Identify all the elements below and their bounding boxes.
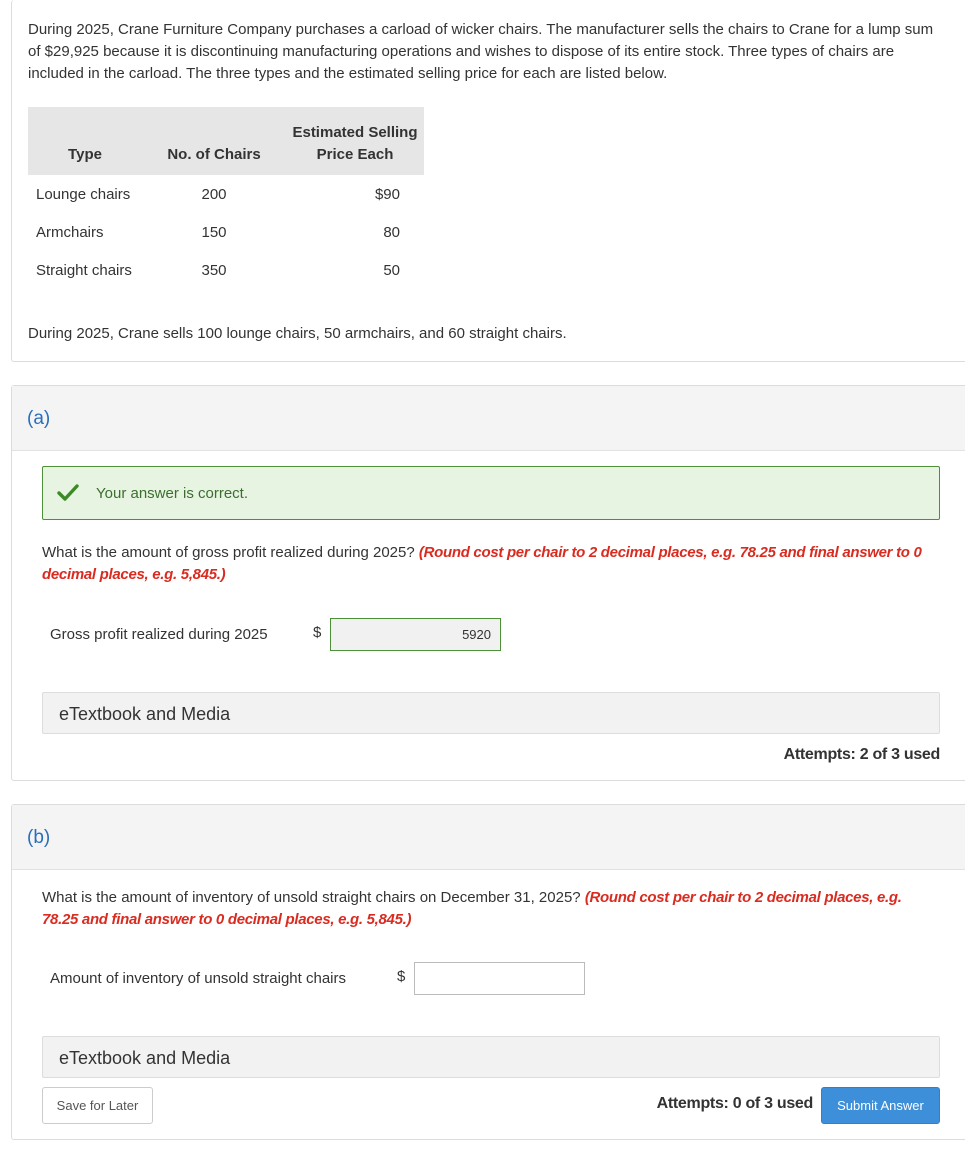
currency-symbol: $ [397,968,406,985]
part-b-card [11,804,965,1140]
header-price-line1: Estimated Selling [292,124,418,141]
gross-profit-input[interactable] [330,618,501,651]
part-b-question [42,887,922,931]
checkmark-icon [57,481,79,503]
etextbook-media-link[interactable]: eTextbook and Media [42,1036,940,1078]
header-price [286,107,424,175]
part-a-question-text: What is the amount of gross profit realized during 2025? [42,544,415,561]
part-a-card [11,385,965,781]
part-a-question [42,542,922,586]
part-a-header [12,386,965,451]
row-count: 350 [201,261,227,279]
correct-feedback-box [42,466,940,520]
part-b-label: (b) [27,827,51,848]
save-for-later-button[interactable]: Save for Later [42,1087,153,1124]
row-price: 80 [383,223,400,241]
row-type: Armchairs [36,223,104,241]
problem-intro-text: During 2025, Crane Furniture Company purchases a carload of wicker chairs. The manufacturer sells the chairs to Crane for a lump sum of $29,925 because it is discontinuing manufacturing operations and wishes to dispose of its entire stock. Three types of chairs are included in the carload. The three types and the estimated selling price for each are listed below. [28,21,934,82]
part-b-question-text: What is the amount of inventory of unsold straight chairs on December 31, 2025? [42,889,581,906]
row-count: 150 [201,223,227,241]
part-a-hint: (Round cost per chair to 2 decimal places, e.g. 78.25 and final answer to 0 decimal places, e.g. 5,845.) [42,544,922,583]
part-b-hint: (Round cost per chair to 2 decimal places, e.g. 78.25 and final answer to 0 decimal places, e.g. 5,845.) [42,889,902,928]
header-type: Type [28,107,142,175]
submit-answer-button[interactable]: Submit Answer [821,1087,940,1124]
part-b-header [12,805,965,870]
table-header-row [28,107,424,175]
gross-profit-label: Gross profit realized during 2025 [50,626,268,643]
problem-statement-card [11,0,965,362]
row-type: Straight chairs [36,261,132,279]
chair-types-table [28,107,424,289]
currency-symbol: $ [313,624,322,641]
header-count: No. of Chairs [142,107,286,175]
etextbook-media-link[interactable]: eTextbook and Media [42,692,940,734]
table-row [28,213,424,251]
unsold-inventory-input[interactable] [414,962,585,995]
row-price: 50 [383,261,400,279]
correct-feedback-text: Your answer is correct. [96,485,249,502]
sales-text: During 2025, Crane sells 100 lounge chairs, 50 armchairs, and 60 straight chairs. [28,325,567,342]
row-type: Lounge chairs [36,185,131,203]
unsold-inventory-label: Amount of inventory of unsold straight chairs [50,970,346,987]
header-price-line2: Price Each [316,146,394,163]
row-price: $90 [374,185,400,203]
row-count: 200 [201,185,227,203]
table-row [28,251,424,289]
attempts-counter: Attempts: 2 of 3 used [783,746,940,763]
part-a-label: (a) [27,408,51,429]
attempts-counter: Attempts: 0 of 3 used [656,1095,813,1112]
table-row [28,175,424,213]
